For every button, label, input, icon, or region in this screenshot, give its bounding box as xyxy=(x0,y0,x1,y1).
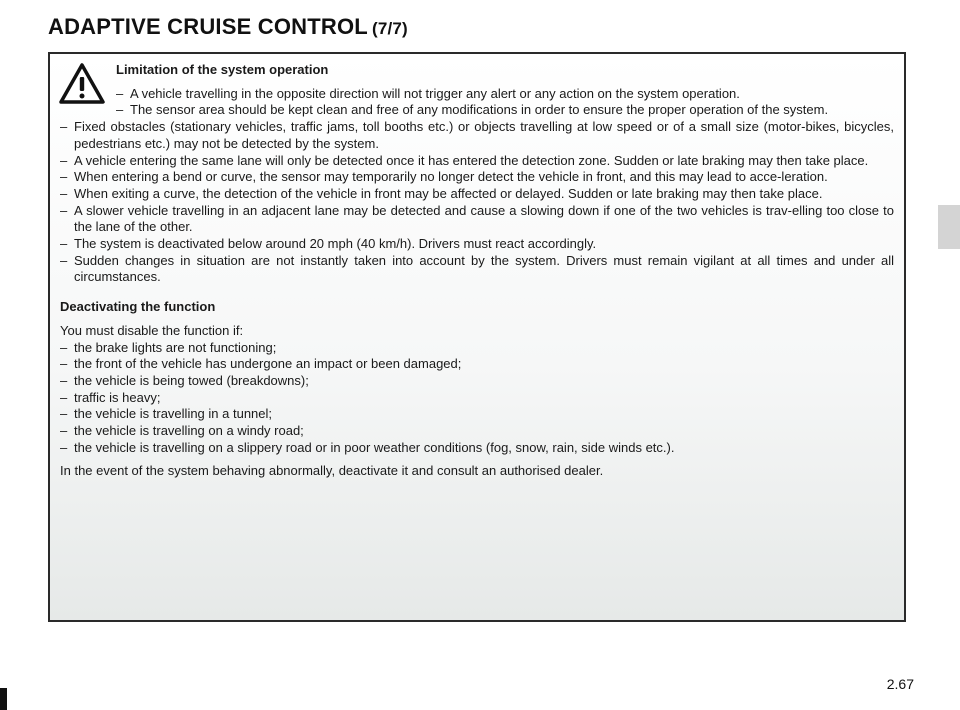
list-item-text: the vehicle is being towed (breakdowns); xyxy=(74,372,309,388)
list-item: – When entering a bend or curve, the sensor may temporarily no longer detect the vehicle in front, and this may lead to acce-leration. xyxy=(60,169,894,186)
list-item-text: When entering a bend or curve, the sensor may temporarily no longer detect the vehicle in front, and this may lead to acce-leration. xyxy=(74,169,828,185)
list-item-text: Sudden changes in situation are not instantly taken into account by the system. Drivers must remain vigilant at all times and under all circumstances. xyxy=(74,252,894,285)
page-number: 2.67 xyxy=(886,676,914,692)
list-item: – When exiting a curve, the detection of the vehicle in front may be affected or delayed. Sudden or late braking may then take place. xyxy=(60,186,894,203)
list-item-text: The system is deactivated below around 20 mph (40 km/h). Drivers must react accordingly. xyxy=(74,236,597,252)
page-title xyxy=(48,14,408,40)
deactivating-list xyxy=(60,340,894,457)
list-item: – the vehicle is travelling in a tunnel; xyxy=(60,406,894,423)
list-item: – the front of the vehicle has undergone an impact or been damaged; xyxy=(60,356,894,373)
list-item: – A vehicle entering the same lane will only be detected once it has entered the detection zone. Sudden or late braking may then take place. xyxy=(60,153,894,170)
page-title-part: (7/7) xyxy=(371,19,408,38)
list-item-text: The sensor area should be kept clean and free of any modifications in order to ensure the proper operation of the system. xyxy=(130,102,829,118)
list-item-text: the brake lights are not functioning; xyxy=(74,339,277,355)
limitation-heading: Limitation of the system operation xyxy=(116,62,329,77)
list-item: – the brake lights are not functioning; xyxy=(60,340,894,357)
list-item: – The system is deactivated below around 20 mph (40 km/h). Drivers must react accordingly. xyxy=(60,236,894,253)
list-item: – the vehicle is being towed (breakdowns); xyxy=(60,373,894,390)
list-item-text: the vehicle is travelling in a tunnel; xyxy=(74,406,273,422)
chapter-tab xyxy=(938,205,960,249)
warning-intro xyxy=(116,62,894,119)
list-item-text: When exiting a curve, the detection of the vehicle in front may be affected or delayed. Sudden or late braking may then take place. xyxy=(74,185,823,201)
list-item: – traffic is heavy; xyxy=(60,390,894,407)
list-item-text: traffic is heavy; xyxy=(74,389,161,405)
list-item-text: A slower vehicle travelling in an adjacent lane may be detected and cause a slowing down if one of the two vehicles is trav-elling too close to the lane of the other. xyxy=(74,202,894,235)
list-item: – Sudden changes in situation are not instantly taken into account by the system. Drivers must remain vigilant at all times and under all circumstances. xyxy=(60,252,894,285)
deactivating-intro: You must disable the function if: xyxy=(60,322,244,338)
list-item: – A slower vehicle travelling in an adjacent lane may be detected and cause a slowing down if one of the two vehicles is trav-elling too close to the lane of the other. xyxy=(60,202,894,235)
list-item: – the vehicle is travelling on a windy road; xyxy=(60,423,894,440)
list-item: – A vehicle travelling in the opposite direction will not trigger any alert or any action on the system operation. xyxy=(116,86,894,103)
page-title-text: ADAPTIVE CRUISE CONTROL xyxy=(48,14,368,39)
list-item: – the vehicle is travelling on a slippery road or in poor weather conditions (fog, snow, rain, side winds etc.). xyxy=(60,440,894,457)
list-item: – Fixed obstacles (stationary vehicles, traffic jams, toll booths etc.) or objects travelling at low speed or of a small size (motor-bikes, bicycles, pedestrians etc.) may not be detected by the system. xyxy=(60,119,894,151)
list-item-text: A vehicle travelling in the opposite direction will not trigger any alert or any action on the system operation. xyxy=(130,85,740,101)
deactivating-heading: Deactivating the function xyxy=(60,299,216,315)
list-item-text: A vehicle entering the same lane will only be detected once it has entered the detection zone. Sudden or late braking may then take place. xyxy=(74,152,869,168)
list-item-text: Fixed obstacles (stationary vehicles, traffic jams, toll booths etc.) or objects travelling at low speed or of a small size (motor-bikes, bicycles, pedestrians etc.) may not be detected by the system. xyxy=(74,119,894,151)
warning-content xyxy=(60,62,894,480)
limitation-list xyxy=(60,119,894,286)
list-item-text: the vehicle is travelling on a slippery road or in poor weather conditions (fog, snow, rain, side winds etc.). xyxy=(74,439,675,455)
list-item: – The sensor area should be kept clean and free of any modifications in order to ensure the proper operation of the system. xyxy=(116,102,894,119)
corner-mark xyxy=(0,688,7,710)
warning-box xyxy=(48,52,906,622)
list-item-text: the front of the vehicle has undergone an impact or been damaged; xyxy=(74,356,462,372)
closing-note: In the event of the system behaving abnormally, deactivate it and consult an authorised dealer. xyxy=(60,463,604,479)
list-item-text: the vehicle is travelling on a windy road; xyxy=(74,423,304,439)
